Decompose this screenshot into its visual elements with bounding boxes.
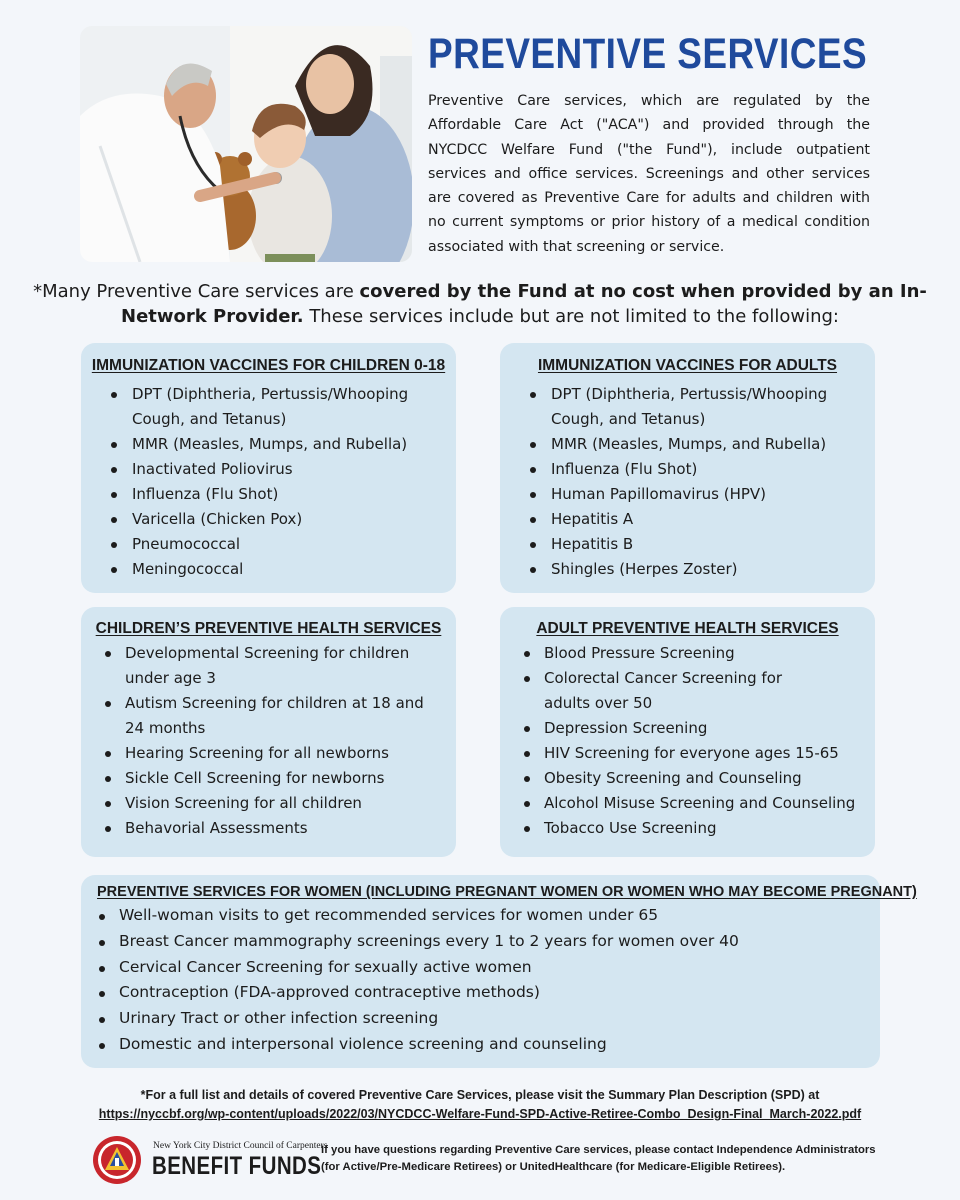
list-item: HIV Screening for everyone ages 15-65 — [500, 741, 875, 766]
list-item: Obesity Screening and Counseling — [500, 766, 875, 791]
list-item: Autism Screening for children at 18 and 24 months — [81, 691, 425, 741]
list-item: Well-woman visits to get recommended services for women under 65 — [81, 903, 880, 929]
list-item: MMR (Measles, Mumps, and Rubella) — [500, 432, 875, 457]
page-title: PREVENTIVE SERVICES — [428, 30, 868, 78]
list-item: Vision Screening for all children — [81, 791, 456, 816]
list-item: Alcohol Misuse Screening and Counseling — [500, 791, 875, 816]
list-item: MMR (Measles, Mumps, and Rubella) — [81, 432, 462, 457]
list-item: Influenza (Flu Shot) — [500, 457, 875, 482]
section-women-services — [81, 875, 917, 1068]
section-title: PREVENTIVE SERVICES FOR WOMEN (INCLUDING PREGNANT WOMEN OR WOMEN WHO MAY BECOME PREGNANT) — [97, 884, 917, 900]
list-item: Contraception (FDA-approved contraceptive methods) — [81, 980, 880, 1006]
service-list — [81, 382, 456, 582]
section-children-health-services — [81, 607, 456, 857]
service-list — [500, 382, 875, 582]
coverage-statement-bold: covered by the Fund at no cost when provided by an In- Network Provider. — [121, 281, 927, 327]
section-child-immunizations — [81, 343, 456, 593]
section-adult-health-services — [500, 607, 875, 857]
list-item: Blood Pressure Screening — [500, 641, 875, 666]
org-name-large: BENEFIT FUNDS — [152, 1152, 322, 1180]
coverage-statement — [0, 279, 960, 329]
section-title: ADULT PREVENTIVE HEALTH SERVICES — [536, 620, 839, 637]
section-title: CHILDREN’S PREVENTIVE HEALTH SERVICES — [95, 620, 442, 637]
doctor-child-photo — [80, 26, 412, 262]
list-item: Varicella (Chicken Pox) — [81, 507, 462, 532]
footnote-text: *For a full list and details of covered Preventive Care Services, please visit the Summary Plan Description (SPD) at — [140, 1088, 820, 1102]
list-item: Domestic and interpersonal violence screening and counseling — [81, 1032, 880, 1058]
section-adult-immunizations — [500, 343, 875, 593]
list-item: Inactivated Poliovirus — [81, 457, 462, 482]
list-item: Human Papillomavirus (HPV) — [500, 482, 875, 507]
list-item: Tobacco Use Screening — [500, 816, 875, 841]
list-item: Meningococcal — [81, 557, 462, 582]
intro-paragraph: Preventive Care services, which are regulated by the Affordable Care Act ("ACA") and provided through the NYCDCC Welfare Fund ("the Fund"), include outpatient services and office services. Screenings and other services are covered as Preventive Care for adults and children with no current symptoms or prior history of a medical condition associated with that screening or service. — [428, 93, 870, 255]
list-item: Breast Cancer mammography screenings every 1 to 2 years for women over 40 — [81, 929, 880, 955]
section-title: IMMUNIZATION VACCINES FOR ADULTS — [537, 357, 838, 374]
list-item: Sickle Cell Screening for newborns — [81, 766, 456, 791]
service-list — [81, 903, 880, 1058]
list-item: Influenza (Flu Shot) — [81, 482, 462, 507]
coverage-statement-tail: These services include but are not limited to the following: — [303, 306, 839, 327]
list-item: Cervical Cancer Screening for sexually active women — [81, 955, 880, 981]
list-item: Colorectal Cancer Screening for adults over 50 — [500, 666, 794, 716]
list-item: Pneumococcal — [81, 532, 462, 557]
coverage-statement-lead: *Many Preventive Care services are — [33, 281, 360, 302]
contact-note: If you have questions regarding Preventive Care services, please contact Independence Administrators (for Active/Pre-Medicare Retirees) or UnitedHealthcare (for Medicare-Eligible Retirees). — [321, 1144, 876, 1173]
section-title: IMMUNIZATION VACCINES FOR CHILDREN 0-18 — [91, 357, 446, 374]
spd-link[interactable]: https://nyccbf.org/wp-content/uploads/2022/03/NYCDCC-Welfare-Fund-SPD-Active-Retiree-Combo_Design-Final_March-2022.pdf — [98, 1107, 862, 1121]
list-item: Depression Screening — [500, 716, 875, 741]
org-name-small: New York City District Council of Carpenters — [153, 1141, 328, 1151]
list-item: Developmental Screening for children under age 3 — [81, 641, 415, 691]
service-list — [81, 641, 456, 841]
list-item: DPT (Diphtheria, Pertussis/Whooping Cough, and Tetanus) — [500, 382, 851, 432]
list-item: DPT (Diphtheria, Pertussis/Whooping Cough, and Tetanus) — [81, 382, 462, 432]
list-item: Urinary Tract or other infection screening — [81, 1006, 880, 1032]
list-item: Shingles (Herpes Zoster) — [500, 557, 875, 582]
list-item: Hepatitis A — [500, 507, 875, 532]
list-item: Hepatitis B — [500, 532, 875, 557]
carpenters-union-seal-icon — [89, 1134, 145, 1186]
list-item: Behavorial Assessments — [81, 816, 456, 841]
list-item: Hearing Screening for all newborns — [81, 741, 456, 766]
service-list — [500, 641, 875, 841]
footnote — [0, 1086, 960, 1124]
